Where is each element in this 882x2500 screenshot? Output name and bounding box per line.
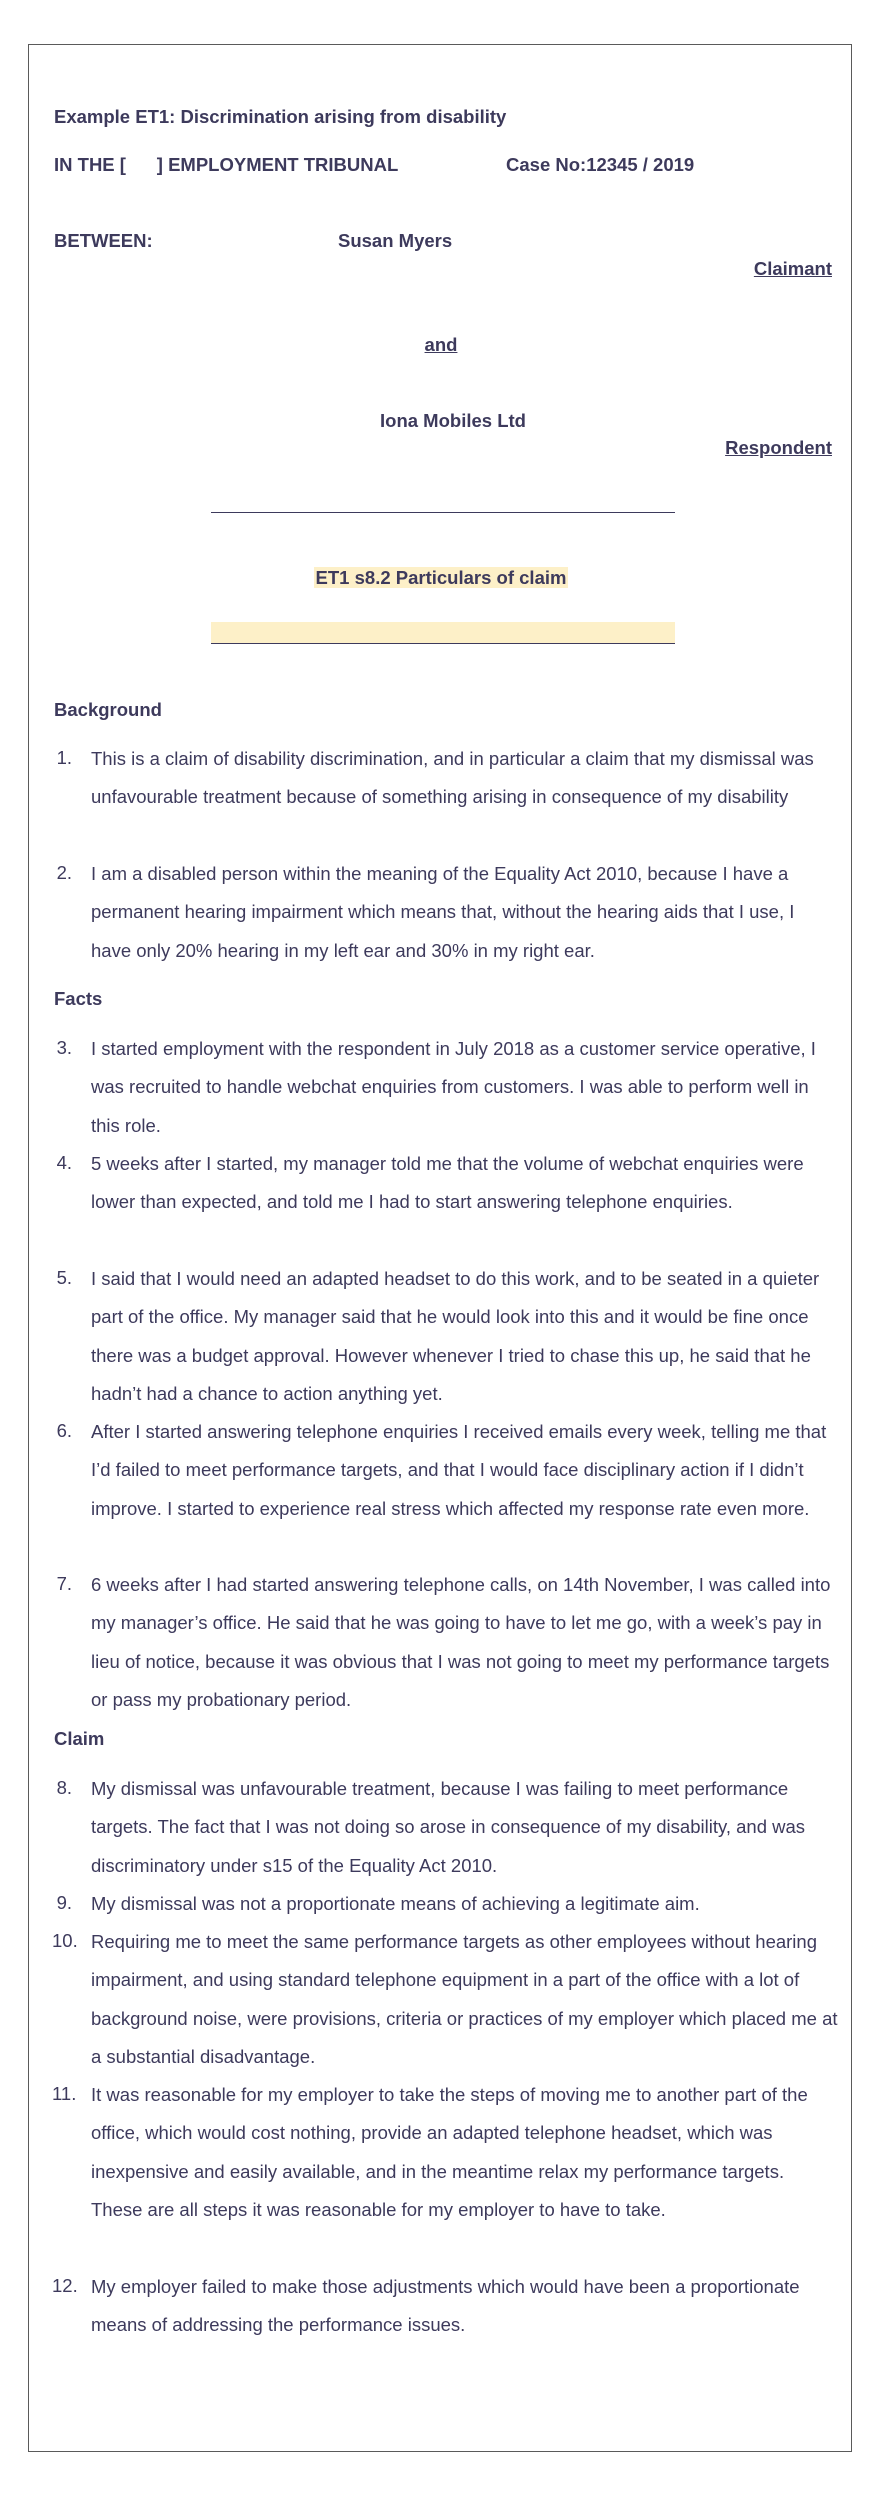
paragraph-text: I started employment with the respondent in July 2018 as a customer service operative, I was recruited to handle webchat enquiries from customers. I was able to perform well in this role. — [91, 1038, 816, 1136]
document-title: Example ET1: Discrimination arising from disability — [54, 106, 507, 127]
paragraph-number: 11. — [52, 2083, 77, 2104]
paragraph-text: I said that I would need an adapted headset to do this work, and to be seated in a quieter part of the office. My manager said that he would look into this and it would be fine once there was a budget approval. However whenever I tried to chase this up, he said that he hadn’t had a chance to action anything yet. — [91, 1268, 820, 1404]
highlight-band — [211, 622, 675, 643]
claimant-name: Susan Myers — [338, 230, 453, 251]
paragraph-text: This is a claim of disability discrimination, and in particular a claim that my dismissal was unfavourable treatment because of something arising in consequence of my disability — [91, 748, 814, 808]
divider-top — [211, 512, 675, 513]
paragraph-number: 1. — [56, 747, 72, 768]
section-heading-background: Background — [54, 699, 162, 720]
respondent-label: Respondent — [725, 437, 832, 458]
paragraph-text: My dismissal was not a proportionate means of achieving a legitimate aim. — [91, 1893, 700, 1914]
paragraph-number: 9. — [56, 1892, 72, 1913]
paragraph-number: 7. — [56, 1573, 72, 1594]
section-heading-claim: Claim — [54, 1728, 105, 1749]
paragraph-text: 5 weeks after I started, my manager told me that the volume of webchat enquiries were lower than expected, and told me I had to start answering telephone enquiries. — [91, 1153, 804, 1213]
divider-bottom — [211, 643, 675, 644]
paragraph-number: 10. — [52, 1930, 78, 1951]
paragraph-text: After I started answering telephone enquiries I received emails every week, telling me that I’d failed to meet performance targets, and that I would face disciplinary action if I didn’t improve. I started to experience real stress which affected my response rate even more. — [91, 1421, 827, 1519]
paragraph-text: My employer failed to make those adjustments which would have been a proportionate means of addressing the performance issues. — [91, 2276, 800, 2336]
respondent-name: Iona Mobiles Ltd — [380, 410, 526, 431]
paragraph-text: 6 weeks after I had started answering telephone calls, on 14th November, I was called into my manager’s office. He said that he was going to have to let me go, with a week’s pay in lieu of notice, because it was obvious that I was not going to meet my performance targets or pass my probationary period. — [91, 1574, 831, 1710]
paragraph-number: 12. — [52, 2275, 78, 2296]
paragraph-number: 8. — [56, 1777, 72, 1798]
paragraph-number: 5. — [56, 1267, 72, 1288]
claimant-label: Claimant — [753, 258, 832, 279]
particulars-heading: ET1 s8.2 Particulars of claim — [315, 567, 567, 588]
between-label: BETWEEN: — [54, 230, 153, 251]
paragraph-number: 3. — [56, 1037, 72, 1058]
paragraph-number: 4. — [56, 1152, 72, 1173]
paragraph-text: It was reasonable for my employer to take the steps of moving me to another part of the office, which would cost nothing, provide an adapted telephone headset, which was inexpensive and easily available, and in the meantime relax my performance targets. These are all steps it was reasonable for my employer to have to take. — [91, 2084, 808, 2220]
paragraph-number: 6. — [56, 1420, 72, 1441]
paragraph-text: Requiring me to meet the same performance targets as other employees without hearing impairment, and using standard telephone equipment in a part of the office with a lot of background noise, were provisions, criteria or practices of my employer which placed me at a substantial disadvantage. — [91, 1931, 838, 2067]
paragraph-text: I am a disabled person within the meaning of the Equality Act 2010, because I have a permanent hearing impairment which means that, without the hearing aids that I use, I have only 20% hearing in my left ear and 30% in my right ear. — [91, 863, 795, 961]
case-number: Case No:12345 / 2019 — [506, 154, 695, 175]
paragraph-number: 2. — [56, 862, 72, 883]
and-label: and — [424, 334, 458, 355]
tribunal-line: IN THE [ ] EMPLOYMENT TRIBUNAL — [54, 154, 399, 175]
paragraph-text: My dismissal was unfavourable treatment, because I was failing to meet performance targets. The fact that I was not doing so arose in consequence of my disability, and was discriminatory under s15 of the Equality Act 2010. — [91, 1778, 806, 1876]
section-heading-facts: Facts — [54, 988, 103, 1009]
